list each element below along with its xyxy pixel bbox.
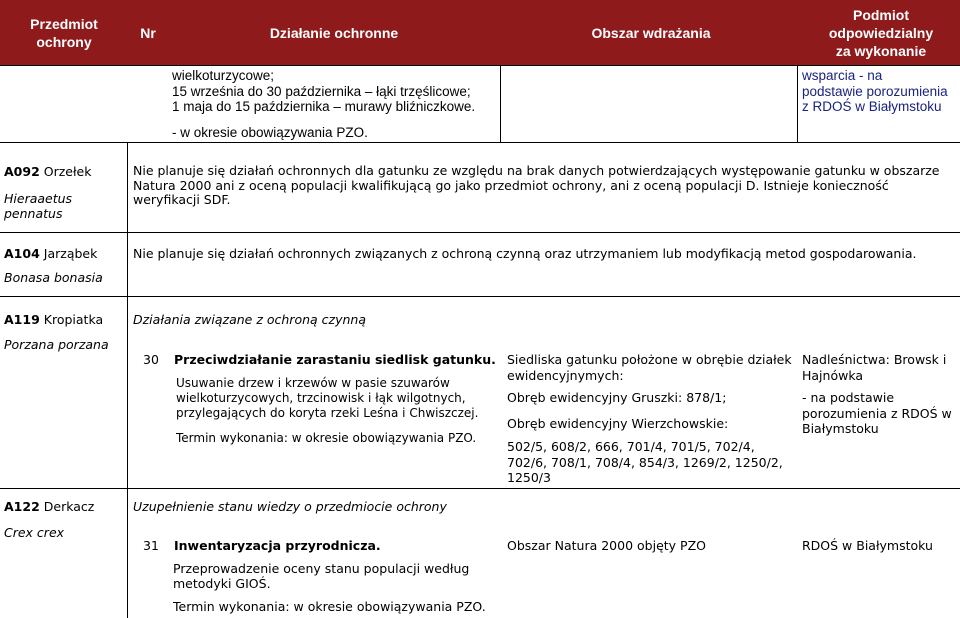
- header-subject: [0, 0, 128, 65]
- species-latin: Crex crex: [4, 525, 65, 540]
- header-area: [500, 0, 802, 65]
- action-term: Termin wykonania: w okresie obowiązywania PZO.: [173, 599, 486, 614]
- header-area-label: Obszar wdrażania: [591, 24, 711, 41]
- col-divider: [797, 65, 798, 142]
- row-divider: [0, 232, 960, 233]
- action-term: Termin wykonania: w okresie obowiązywania PZO.: [176, 431, 477, 445]
- continuation-responsible: wsparcia - na podstawie porozumienia z RDOŚ w Białymstoku: [802, 68, 948, 114]
- row-divider: [0, 65, 960, 66]
- area-district-gruszki: Obręb ewidencyjny Gruszki: 878/1;: [507, 390, 727, 405]
- species-code: A119: [4, 312, 40, 327]
- species-note: Nie planuje się działań ochronnych dla gatunku ze względu na brak danych potwierdzających występowanie gatunku w obszarze Natura 2000 ani z oceną populacji kwalifikującą go jako przedmiot ochrony, ani z oceną populacji D. Istnieje konieczność weryfikacji SDF.: [133, 163, 940, 207]
- species-name: [4, 312, 103, 327]
- continuation-term: - w okresie obowiązywania PZO.: [172, 125, 368, 140]
- action-nr: 31: [143, 538, 159, 553]
- row-divider: [0, 296, 960, 297]
- responsible-basis: - na podstawie porozumienia z RDOŚ w Białymstoku: [802, 390, 952, 436]
- species-name: [4, 246, 97, 261]
- area-parcels-list: 502/5, 608/2, 666, 701/4, 701/5, 702/4, 702/6, 708/1, 708/4, 854/3, 1269/2, 1250/2, 1250/3: [507, 439, 783, 485]
- species-latin: Hieraaetus pennatus: [4, 191, 73, 221]
- action-title: Przeciwdziałanie zarastaniu siedlisk gatunku.: [174, 352, 496, 367]
- area-district-wierzchowskie: Obręb ewidencyjny Wierzchowskie:: [507, 416, 729, 431]
- col-divider: [500, 65, 501, 142]
- action-description: Przeprowadzenie oceny stanu populacji według metodyki GIOŚ.: [173, 561, 470, 591]
- action-nr: 30: [143, 352, 159, 367]
- species-common-name: Jarząbek: [43, 246, 98, 261]
- responsible-entity: RDOŚ w Białymstoku: [802, 538, 933, 553]
- row-divider: [0, 142, 960, 143]
- responsible-entity: Nadleśnictwa: Browsk i Hajnówka: [802, 352, 947, 383]
- species-name: [4, 499, 94, 514]
- species-name: [4, 164, 91, 179]
- species-latin: Bonasa bonasia: [4, 270, 103, 285]
- header-nr-label: Nr: [140, 24, 156, 41]
- header-responsible: [802, 0, 960, 65]
- area-description: Obszar Natura 2000 objęty PZO: [507, 538, 706, 553]
- col-divider: [127, 142, 128, 618]
- species-code: A092: [4, 164, 40, 179]
- header-nr: [128, 0, 168, 65]
- section-title: Uzupełnienie stanu wiedzy o przedmiocie ochrony: [133, 499, 447, 514]
- header-subject-label: Przedmiot ochrony: [30, 15, 98, 50]
- header-responsible-label: Podmiot odpowiedzialny za wykonanie: [828, 6, 934, 59]
- row-divider: [0, 488, 960, 489]
- species-common-name: Orzełek: [43, 164, 92, 179]
- section-title: Działania związane z ochroną czynną: [133, 312, 366, 327]
- species-code: A122: [4, 499, 40, 514]
- action-title: Inwentaryzacja przyrodnicza.: [174, 538, 381, 553]
- header-action-label: Działanie ochronne: [269, 24, 399, 41]
- species-common-name: Kropiatka: [43, 312, 104, 327]
- species-note: Nie planuje się działań ochronnych związanych z ochroną czynną oraz utrzymaniem lub modyfikacją metod gospodarowania.: [133, 246, 917, 261]
- species-code: A104: [4, 246, 40, 261]
- area-parcels-intro: Siedliska gatunku położone w obrębie działek ewidencyjnymych:: [507, 352, 792, 383]
- action-description: Usuwanie drzew i krzewów w pasie szuwarów wielkoturzycowych, trzcinowisk i łąk wilgotnych, przylegających do koryta rzeki Leśna i Chwiszczej.: [176, 376, 479, 420]
- species-common-name: Derkacz: [43, 499, 95, 514]
- continuation-action: wielkoturzycowe; 15 września do 30 października – łąki trzęślicowe; 1 maja do 15 października – murawy bliźniczkowe.: [172, 68, 476, 114]
- header-action: [168, 0, 500, 65]
- species-latin: Porzana porzana: [4, 337, 109, 352]
